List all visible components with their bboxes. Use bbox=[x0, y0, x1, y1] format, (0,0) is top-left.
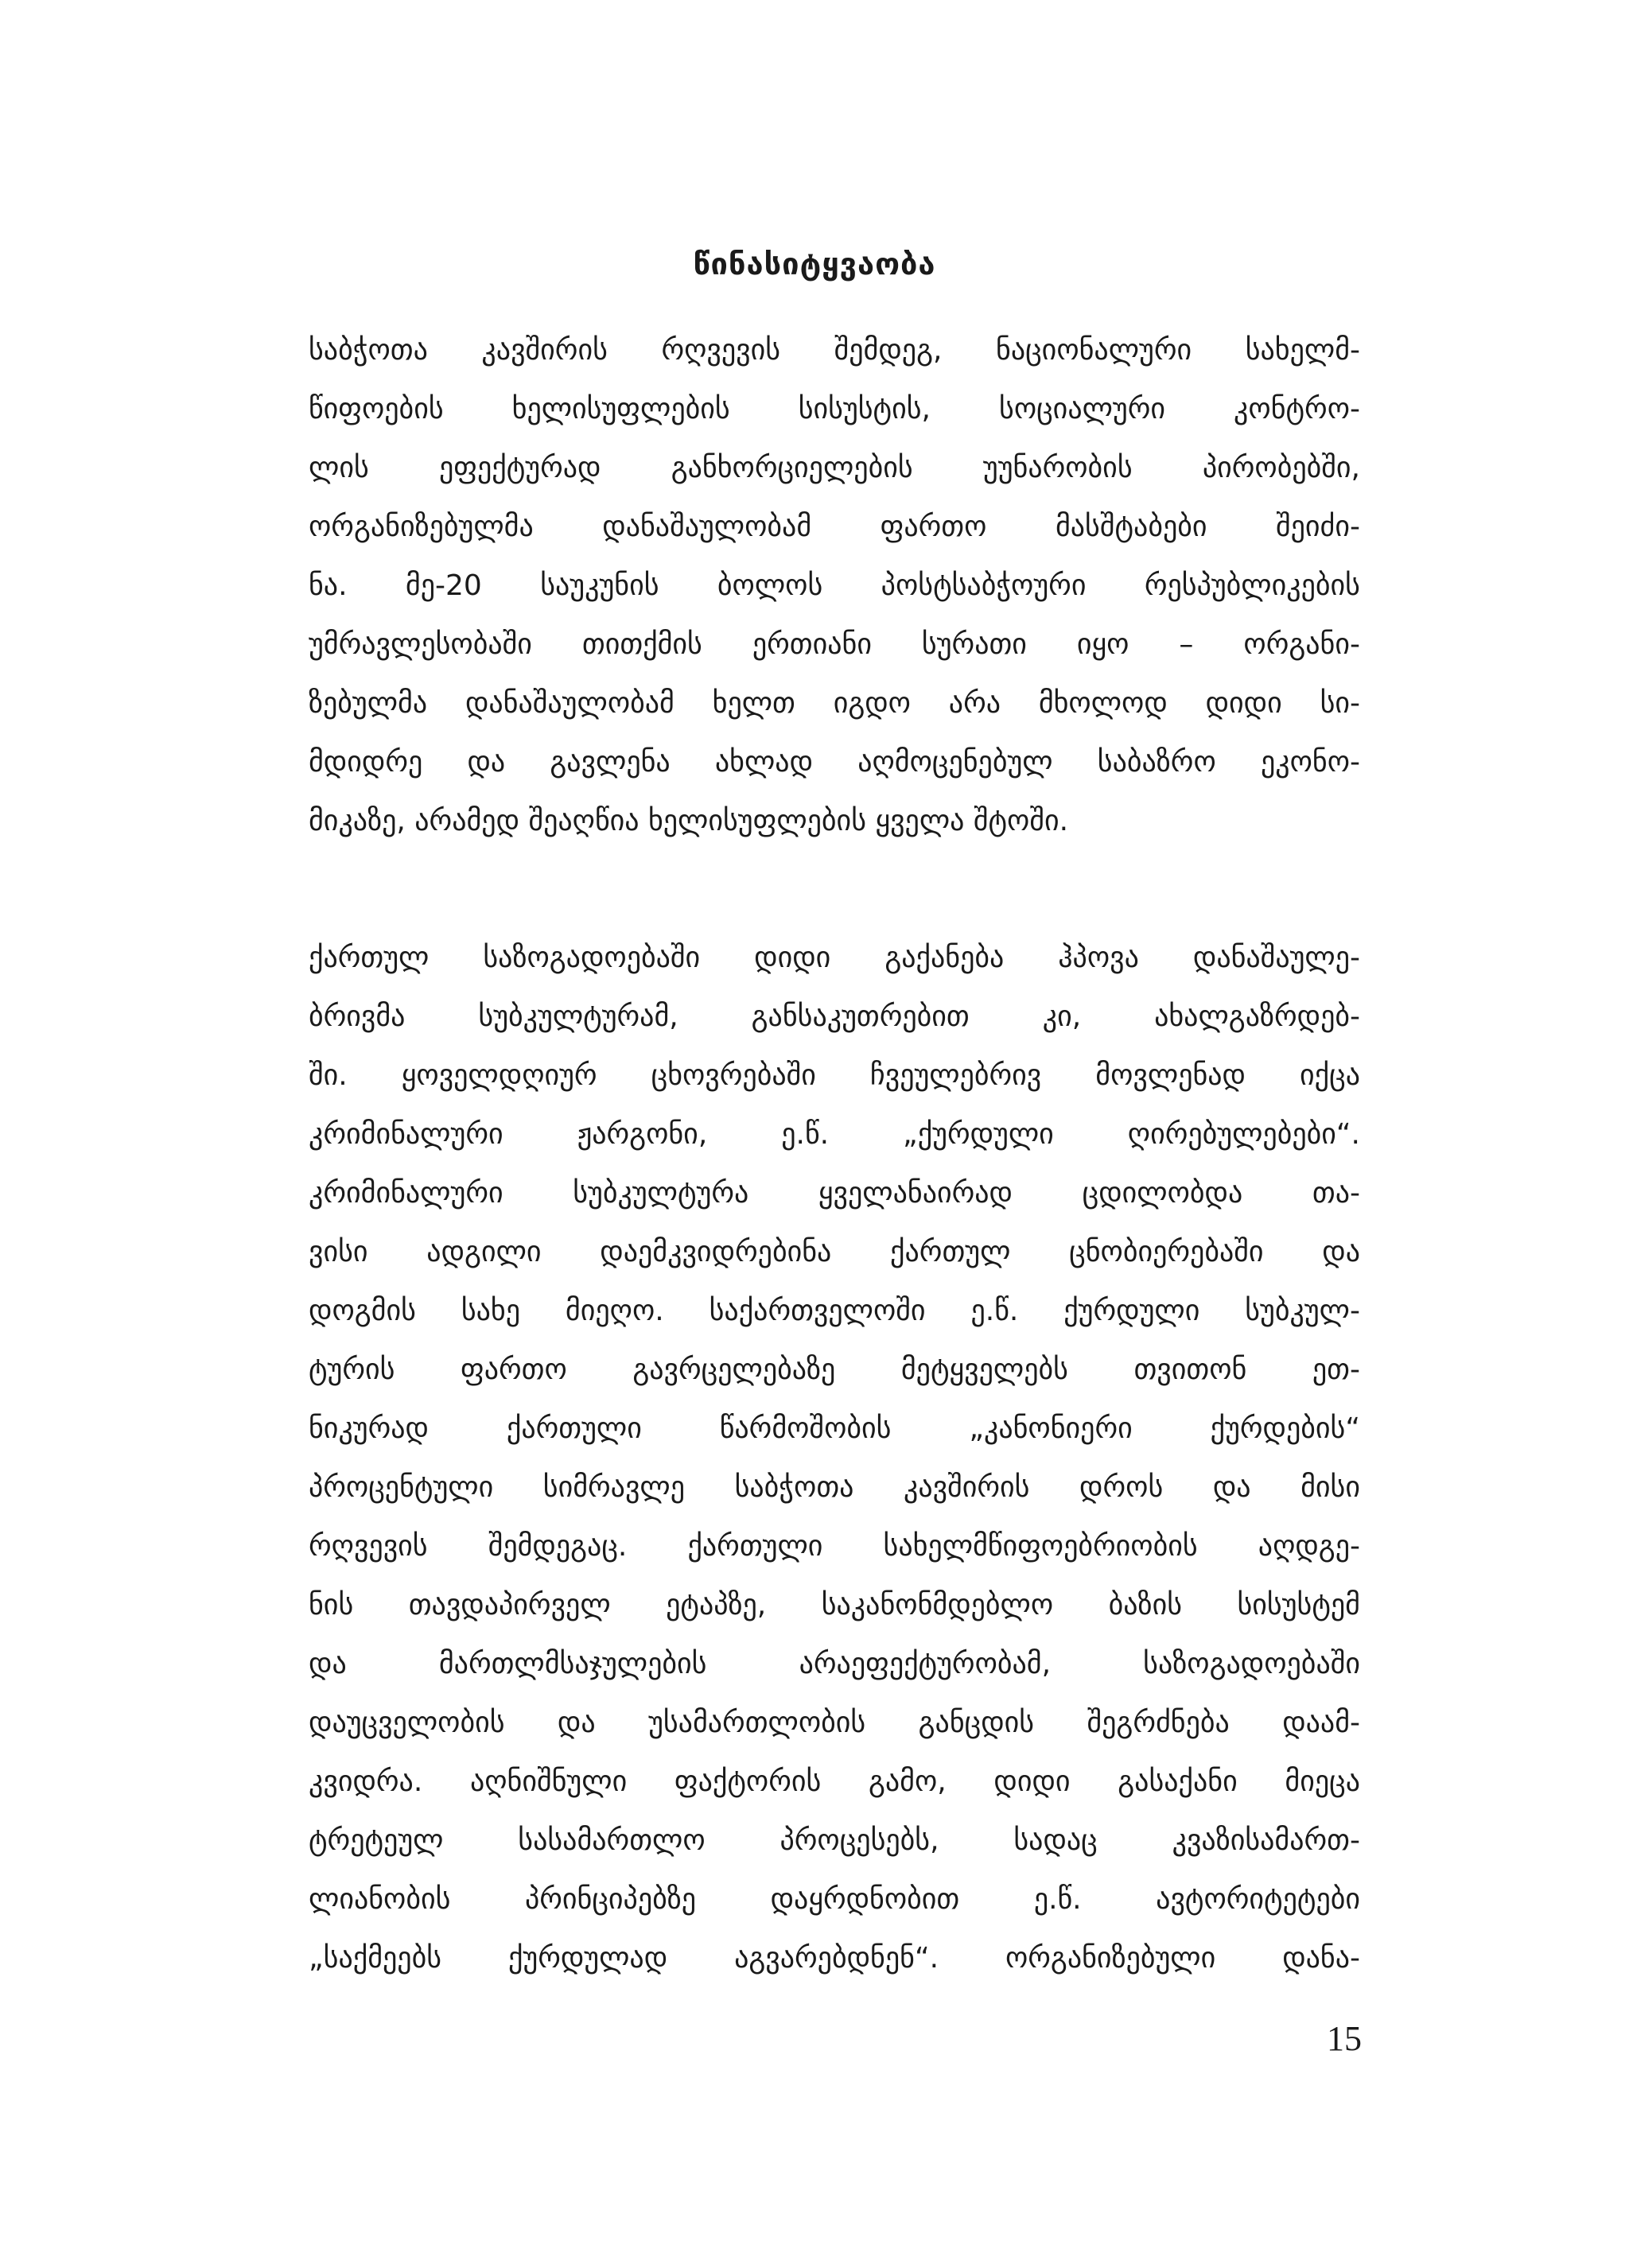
chapter-heading: წინასიტყვაობა bbox=[693, 247, 936, 282]
text-line: ვისი ადგილი დაემკვიდრებინა ქართულ ცნობიერებაში და bbox=[309, 1236, 1360, 1268]
text-line: და მართლმსაჯულების არაეფექტურობამ, საზოგადოებაში bbox=[309, 1648, 1360, 1680]
text-line: ტურის ფართო გავრცელებაზე მეტყველებს თვითონ ეთ- bbox=[309, 1353, 1360, 1386]
paragraph-1 bbox=[309, 321, 1360, 851]
text-line: ლიანობის პრინციპებზე დაყრდნობით ე.წ. ავტორიტეტები bbox=[309, 1883, 1360, 1916]
text-line: წიფოების ხელისუფლების სისუსტის, სოციალური კონტრო- bbox=[309, 393, 1360, 425]
text-line: დოგმის სახე მიეღო. საქართველოში ე.წ. ქურდული სუბკულ- bbox=[309, 1295, 1360, 1327]
text-line: ტრეტეულ სასამართლო პროცესებს, სადაც კვაზისამართ- bbox=[309, 1824, 1360, 1857]
text-line: ბრივმა სუბკულტურამ, განსაკუთრებით კი, ახალგაზრდებ- bbox=[309, 1000, 1360, 1033]
text-line: უმრავლესობაში თითქმის ერთიანი სურათი იყო – ორგანი- bbox=[309, 628, 1360, 661]
text-line: „საქმეებს ქურდულად აგვარებდნენ“. ორგანიზებული დანა- bbox=[309, 1942, 1360, 1975]
page-number: 15 bbox=[1327, 2019, 1362, 2058]
text-line: მდიდრე და გავლენა ახლად აღმოცენებულ საბაზრო ეკონო- bbox=[309, 746, 1360, 779]
text-line: ნიკურად ქართული წარმოშობის „კანონიერი ქურდების“ bbox=[309, 1412, 1360, 1445]
text-line: პროცენტული სიმრავლე საბჭოთა კავშირის დროს და მისი bbox=[309, 1471, 1360, 1504]
text-line: დაუცველობის და უსამართლობის განცდის შეგრძნება დაამ- bbox=[309, 1707, 1360, 1739]
text-line: საბჭოთა კავშირის რღვევის შემდეგ, ნაციონალური სახელმ- bbox=[309, 334, 1360, 367]
paragraph-2 bbox=[309, 929, 1360, 1988]
text-line: კრიმინალური ჟარგონი, ე.წ. „ქურდული ღირებულებები“. bbox=[309, 1118, 1360, 1151]
text-line: ლის ეფექტურად განხორციელების უუნარობის პირობებში, bbox=[309, 452, 1360, 484]
text-line: რღვევის შემდეგაც. ქართული სახელმწიფოებრიობის აღდგე- bbox=[309, 1530, 1360, 1563]
text-line: კრიმინალური სუბკულტურა ყველანაირად ცდილობდა თა- bbox=[309, 1177, 1360, 1210]
text-line: ნა. მე-20 საუკუნის ბოლოს პოსტსაბჭოური რესპუბლიკების bbox=[309, 569, 1360, 602]
text-line: კვიდრა. აღნიშნული ფაქტორის გამო, დიდი გასაქანი მიეცა bbox=[309, 1765, 1360, 1798]
text-line: ორგანიზებულმა დანაშაულობამ ფართო მასშტაბები შეიძი- bbox=[309, 511, 1360, 543]
text-line: ნის თავდაპირველ ეტაპზე, საკანონმდებლო ბაზის სისუსტემ bbox=[309, 1589, 1360, 1621]
text-line: ში. ყოველდღიურ ცხოვრებაში ჩვეულებრივ მოვლენად იქცა bbox=[309, 1059, 1360, 1092]
text-line: ზებულმა დანაშაულობამ ხელთ იგდო არა მხოლოდ დიდი სი- bbox=[309, 687, 1360, 720]
text-line: მიკაზე, არამედ შეაღწია ხელისუფლების ყველა შტოში. bbox=[309, 805, 1069, 837]
text-line: ქართულ საზოგადოებაში დიდი გაქანება ჰპოვა დანაშაულე- bbox=[309, 942, 1360, 974]
